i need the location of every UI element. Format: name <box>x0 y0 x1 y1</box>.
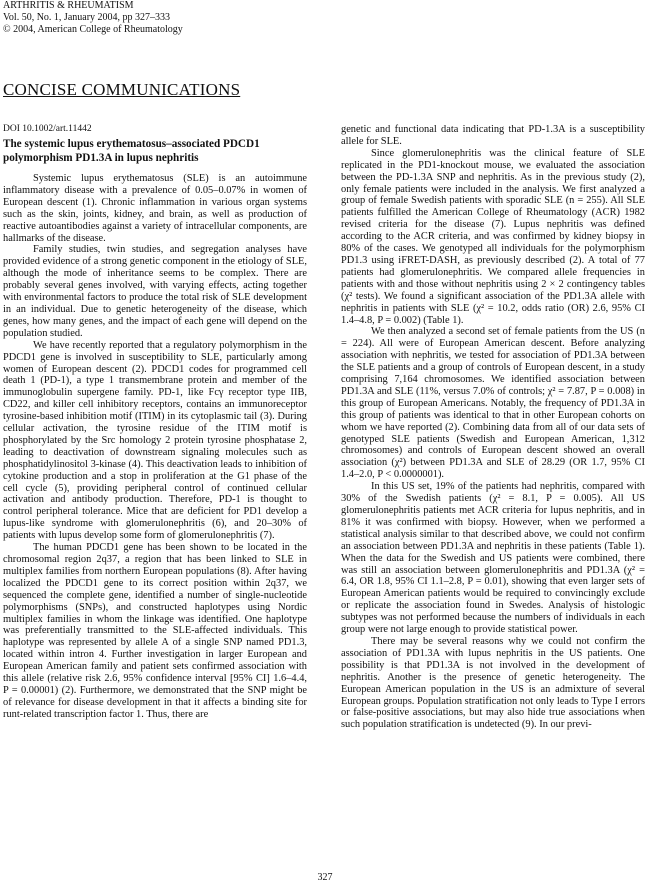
journal-name: ARTHRITIS & RHEUMATISM <box>3 0 134 11</box>
paragraph: Since glomerulonephritis was the clinical feature of SLE replicated in the PD1-knockout mouse, we evaluated the association between the PD-1.3A SNP and nephritis. As in the previous study (2), only female patients were included in the analysis. We first analyzed a group of female Swedish patients with sporadic SLE (n = 255). All SLE patients fulfilled the American College of Rheumatology (ACR) 1982 revised criteria for the disease (7). Lupus nephritis was defined according to the ACR criteria, and was confirmed by kidney biopsy in 80% of the cases. We genotyped all individuals for the polymorphism PD1.3 using iFRET-DASH, as previously described (2). A total of 77 patients had glomerulonephritis. We compared allele frequencies in patients with and those without nephritis using 2 × 2 contingency tables (χ² tests). We found a significant association of the PD1.3A allele with nephritis in patients with SLE (χ² = 10.2, odds ratio (OR) 2.6, 95% CI 1.4–4.8, P = 0.002) (Table 1). <box>341 147 645 326</box>
left-column <box>3 124 307 721</box>
article-title: The systemic lupus erythematosus–associated PDCD1 polymorphism PD1.3A in lupus nephritis <box>3 138 260 164</box>
paragraph: We have recently reported that a regulatory polymorphism in the PDCD1 gene is involved in susceptibility to SLE, particularly among women of European descent (2). PDCD1 codes for programmed cell death 1 (PD-1), a type 1 transmembrane protein and member of the immunoglobulin supergene family. PD-1, like Fcγ receptor type IIB, CD22, and killer cell inhibitory receptors, contains an immunoreceptor tyrosine-based inhibition motif (ITIM) in its cytoplasmic tail (3). During cellular activation, the tyrosine residue of the ITIM motif is phosphorylated by the Src homology 2 protein tyrosine phosphatase 2, leading to deactivation of downstream signaling molecules such as phosphatidylinositol 3-kinase (4). This deactivation leads to inhibition of cytokine production and a stop in proliferation at the G1 phase of the cell cycle (5), providing peripheral control of continued cellular activation and antibody production. Therefore, PD-1 is thought to control peripheral tolerance. Mice that are deficient for PD1 develop a lupus-like syndrome with glomerulonephritis (6), and 20–30% of patients with lupus develop some form of glomerulonephritis (7). <box>3 339 307 542</box>
paragraph-continuation: genetic and functional data indicating that PD-1.3A is a susceptibility allele for SLE. <box>341 124 645 147</box>
paragraph: There may be several reasons why we could not confirm the association of PD1.3A with lupus nephritis in the US patients. One possibility is that PD1.3A is not involved in the development of nephritis. Another is the presence of genetic heterogeneity. The European American population in the US is an admixture of several European groups. Population stratification not only leads to Type I errors or false-positive associations, but may also hide true associations when such population stratification is undetected (9). In our previ- <box>341 635 645 731</box>
paragraph: Systemic lupus erythematosus (SLE) is an autoimmune inflammatory disease with a prevalence of 0.05–0.07% in women of European descent (1). Chronic inflammation in various organ systems such as the skin, joints, kidney, and brain, as well as production of reactive autoantibodies against a variety of intracellular components, are hallmarks of the disease. <box>3 173 307 244</box>
copyright-line: © 2004, American College of Rheumatology <box>3 24 183 35</box>
section-title: CONCISE COMMUNICATIONS <box>3 80 241 99</box>
paragraph: The human PDCD1 gene has been shown to be located in the chromosomal region 2q37, a region that has been linked to SLE in multiplex families from northern European populations (8). After having localized the PDCD1 gene to its correct position within 2q37, we sequenced the complete gene, identified a number of single-nucleotide polymorphisms (SNPs), and constructed haplotypes using Nordic multiplex families in whom the linkage was identified. One haplotype was preferentially transmitted to the SLE-affected individuals. This haplotype was represented by allele A of a single SNP named PD1.3, located within intron 4. Further investigation in larger European and European American family and patient sets confirmed association with this allele (relative risk 2.6, 95% confidence interval [95% CI] 1.6–4.4, P = 0.00001) (2). Furthermore, we demonstrated that the SNP might be of relevance for disease development in that it affects a binding site for runt-related transcription factor 1. Thus, there are <box>3 542 307 720</box>
page-number: 327 <box>317 872 333 883</box>
paragraph: Family studies, twin studies, and segregation analyses have provided evidence of a strong genetic component in the etiology of SLE, although the mode of inheritance seems to be complex. There are probably several genes involved, with varying effects, acting together with environmental factors to produce the total risk of SLE development in an individual. Due to genetic heterogeneity of the disease, which genes, how many genes, and the impact of each gene will depend on the population studied. <box>3 244 307 339</box>
right-column <box>341 124 645 731</box>
article-doi: DOI 10.1002/art.11442 <box>3 124 92 134</box>
paragraph: In this US set, 19% of the patients had nephritis, compared with 30% of the Swedish patients (χ² = 8.1, P = 0.005). All US glomerulonephritis patients met ACR criteria for lupus nephritis, and in 81% it was confirmed with biopsy. However, when we performed a statistical analysis similar to that described above, we could not confirm an association between PD1.3A and nephritis in these patients (Table 1). When the data for the Swedish and US patients were combined, there was still an association between glomerulonephritis and PD1.3A (χ² = 6.4, OR 1.8, 95% CI 1.1–2.8, P = 0.01), showing that even larger sets of European American patients would be required to convincingly exclude or replicate the association found in Swedes. Analysis of histologic subtypes was not performed because the numbers of individuals in each group were not large enough to provide statistical power. <box>341 481 645 636</box>
paragraph: We then analyzed a second set of female patients from the US (n = 224). All were of European American descent. Before analyzing association with nephritis, we tested for association of PD1.3A between the SLE patients and a group of controls of European descent, in a study comprising 7,164 chromosomes. We identified association between PD1.3A and SLE (11%, versus 7.0% of controls; χ² = 7.87, P = 0.008) in this group of European Americans. Notably, the frequency of PD1.3A in this group of patients was identical to that in other European cohorts on whom we have reported (2). Combining data from all of our data sets of genotyped SLE patients (Swedish and European American, 1,312 chromosomes) and controls of European descent showed an overall association (χ²) between PD1.3A and SLE of 28.29 (OR 1.7, 95% CI 1.4–2.0, P < 0.0000001). <box>341 326 645 481</box>
journal-header <box>3 0 183 36</box>
volume-line: Vol. 50, No. 1, January 2004, pp 327–333 <box>3 12 171 23</box>
